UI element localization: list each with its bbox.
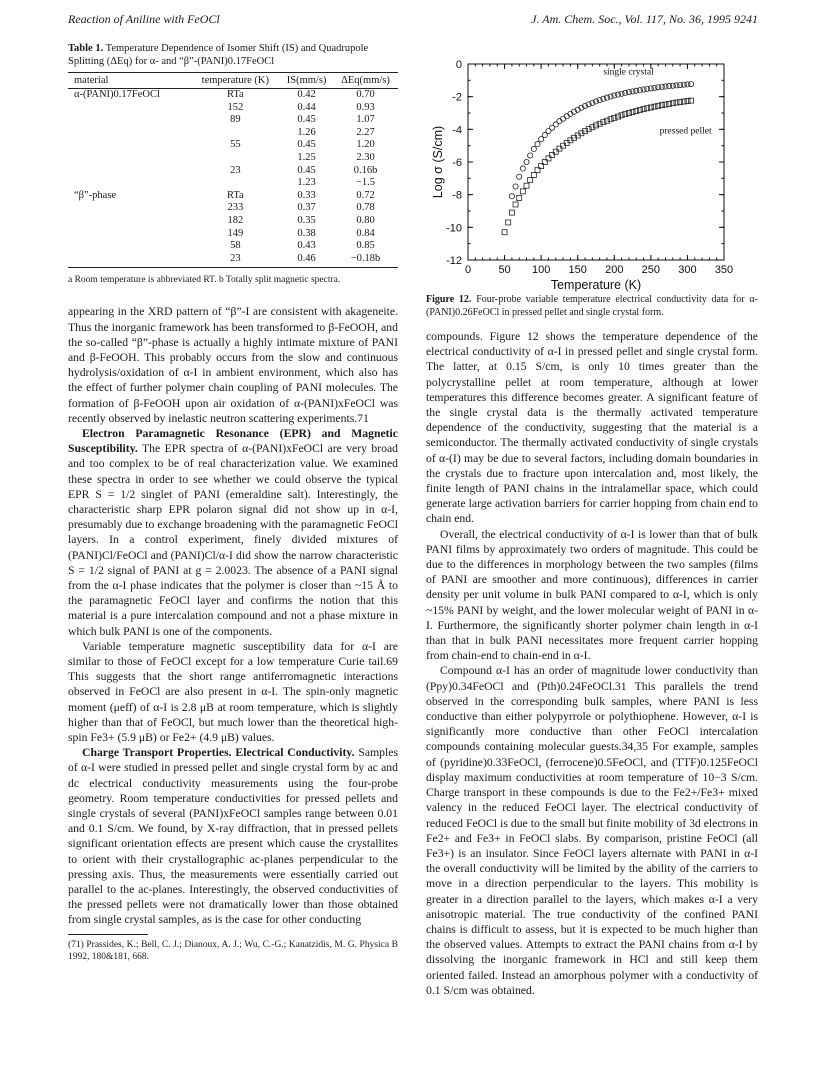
table-cell: [68, 228, 190, 241]
x-tick-label: 250: [641, 264, 661, 276]
figure-label: Figure 12.: [426, 294, 472, 305]
data-point-single-crystal: [524, 159, 529, 164]
data-point-single-crystal: [641, 87, 646, 92]
table-cell: 0.44: [297, 101, 316, 113]
table-cell: 0.45: [297, 114, 316, 126]
table-header-row: [68, 73, 398, 89]
data-point-pressed-pellet: [509, 210, 514, 215]
section-heading: Electron Paramagnetic Resonance (EPR) and Magnetic Susceptibility.: [68, 426, 398, 456]
column-header: IS(mm/s): [280, 73, 333, 89]
left-column: [68, 42, 398, 963]
x-tick-label: 100: [531, 264, 551, 276]
table-cell: 0.78: [356, 202, 375, 214]
series-label-single-crystal: single crystal: [603, 67, 654, 78]
x-tick-label: 350: [714, 264, 734, 276]
table-cell: 58: [230, 240, 241, 252]
y-tick-label: -6: [452, 157, 462, 169]
table-cell: 0.45: [297, 139, 316, 151]
table-cell: 0.45: [297, 164, 316, 176]
table-cell: 0.42: [297, 89, 316, 100]
running-head: [68, 12, 758, 30]
right-column: [426, 42, 758, 998]
paragraph-text: Samples of α-I were studied in pressed pellet and single crystal form by ac and dc electrical conductivity measurements using the four-probe geometry. Room temperature conductivities for pressed pellets and single crystals of several (PANI)xFeOCl samples range between 0.01 and 0.1 S/cm. We found, by X-ray diffraction, that in pressed pellets significant orientation effects are present which cause the crystallites to orient with their crystallographic ac-planes perpendicular to the pressing axis. Thus, the measurements were essentially carried out parallel to the ac-planes. Interestingly, the observed conductivities of the pressed pellets were not dramatically lower than those obtained from single crystal samples, as is the case for other conducting: [68, 746, 398, 927]
data-point-single-crystal: [535, 141, 540, 146]
table-cell: 0.80: [356, 214, 375, 226]
data-point-pressed-pellet: [601, 120, 606, 125]
data-point-pressed-pellet: [586, 127, 591, 132]
table-caption: [68, 42, 398, 68]
column-header: temperature (K): [190, 73, 280, 89]
left-body-text: [68, 304, 398, 927]
x-tick-label: 50: [498, 264, 511, 276]
y-tick-label: -4: [452, 124, 462, 137]
plot-frame: [468, 64, 724, 260]
data-point-pressed-pellet: [528, 177, 533, 182]
data-point-single-crystal: [531, 146, 536, 151]
figure-12: [426, 42, 758, 292]
data-point-pressed-pellet: [517, 195, 522, 200]
data-point-pressed-pellet: [524, 183, 529, 188]
table-row: [68, 240, 398, 253]
y-tick-label: 0: [455, 59, 462, 71]
data-point-single-crystal: [634, 88, 639, 93]
reference-divider: [68, 934, 148, 935]
paragraph: appearing in the XRD pattern of “β”-I are consistent with akageneite. Thus the inorganic framework has been transformed to β-FeOOH, and the so-called “β”-phase is actually a highly intimate mixture of PANI and β-FeOOH. This probably occurs from the slow and continuous hydrolysis/oxidation of α-I in ambient environment, which also has the effect of further polymer chain coupling of PANI molecules. The formation of β-FeOOH upon air oxidation of α-(PANI)xFeOCl was recently observed by inelastic neutron scattering experiments.71: [68, 305, 398, 425]
table-cell: 23: [230, 164, 241, 176]
running-head-title: Reaction of Aniline with FeOCl: [68, 12, 220, 26]
table-row: [68, 152, 398, 165]
series-label-pressed-pellet: pressed pellet: [659, 126, 712, 137]
paragraph: [68, 745, 398, 927]
x-axis-label: Temperature (K): [550, 278, 642, 292]
column-header: material: [68, 73, 190, 89]
table-cell: 0.33: [297, 189, 316, 201]
table-row: [68, 114, 398, 127]
table-cell: 0.37: [297, 202, 316, 214]
data-point-single-crystal: [688, 81, 693, 86]
table-row: [68, 177, 398, 190]
table-cell: 0.93: [356, 101, 375, 113]
table-cell: RTa: [226, 189, 244, 201]
paragraph: compounds. Figure 12 shows the temperature dependence of the electrical conductivity of α-I in pressed pellet and single crystal form. The latter, at 0.15 S/cm, is only 10 times greater than the polycrystalline pellet at room temperature, although at lower temperatures this difference becomes greater. A significant feature of the single crystal data is the thermally activated temperature dependence of the conductivity, suggesting that the material is a semiconductor. The thermally activated conductivity of single crystals of α-(I) may be due to several factors, including domain boundaries in the crystals due to fracture upon intercalation and, most likely, the finite length of PANI chains in the intralamellar space, which could generate large activation barriers for carrier hopping from chain end to chain end.: [426, 330, 758, 526]
table-cell: 0.70: [356, 89, 375, 100]
y-tick-label: -10: [446, 222, 462, 235]
data-point-pressed-pellet: [597, 121, 602, 126]
y-axis-label: Log σ (S/cm): [431, 125, 445, 199]
table-cell: 0.38: [297, 227, 316, 239]
data-point-single-crystal: [626, 89, 631, 94]
data-point-single-crystal: [513, 184, 518, 189]
data-point-pressed-pellet: [506, 220, 511, 225]
table-row: [68, 215, 398, 228]
paragraph-text: The EPR spectra of α-(PANI)xFeOCl are very broad and too complex to be of real characterization value. We examined these spectra in order to see whether we could observe the typical EPR S = 1/2 singlet of PANI (emeraldine salt). Interestingly, the characteristic sharp EPR polaron signal did not show up in α-I, presumably due to exchange broadening with the paramagnetic FeOCl layers. In a control experiment, finely divided mixtures of (PANI)Cl/FeOCl and (PANI)Cl/α-I did show the narrow characteristic S = 1/2 signal of PANI at g = 2.0023. The absence of a PANI signal from the α-I phase indicates that the polymer is closer than ~15 Å to the paramagnetic FeOCl layer and confirms the notion that this material is a pure intercalation compound and not a phase mixture in which bulk PANI is one of the components.: [68, 442, 398, 638]
table-cell: “β”-phase: [74, 189, 117, 201]
table-cell: 0.35: [297, 214, 316, 226]
table-label: Table 1.: [68, 43, 104, 54]
data-point-pressed-pellet: [550, 152, 555, 157]
data-point-single-crystal: [619, 91, 624, 96]
table-cell: 1.25: [297, 151, 316, 163]
table-cell: 0.72: [356, 189, 375, 201]
data-point-pressed-pellet: [594, 123, 599, 128]
table-cell: 149: [227, 227, 244, 239]
data-point-pressed-pellet: [557, 146, 562, 151]
table-cell: 2.27: [356, 126, 375, 138]
paragraph: Overall, the electrical conductivity of α-I is lower than that of bulk PANI films by approximately two orders of magnitude. This could be due to the differences in morphology between the two samples (films of PANI are smoother and more continuous), differences in carrier density per unit volume in bulk PANI compared to α-I, which is only ~15% PANI by weight, and the lower molecular weight of PANI in α-I. Furthermore, the significantly shorter polymer chain length in α-I than that in bulk PANI necessitates more frequent carrier hopping from chain-end to chain-end in α-I.: [426, 527, 758, 663]
table-cell: [68, 253, 190, 268]
data-point-pressed-pellet: [604, 118, 609, 123]
table-cell: 1.23: [297, 177, 316, 189]
table-footnote: a Room temperature is abbreviated RT. b Totally split magnetic spectra.: [68, 275, 341, 286]
table-cell: 0.84: [356, 227, 375, 239]
data-point-single-crystal: [528, 153, 533, 158]
table-row: [68, 202, 398, 215]
figure-caption-text: Four-probe variable temperature electrical conductivity data for α-(PANI)0.26FeOCl in pressed pellet and single crystal form.: [426, 294, 758, 318]
data-point-pressed-pellet: [612, 115, 617, 120]
data-point-pressed-pellet: [513, 202, 518, 207]
data-point-pressed-pellet: [615, 114, 620, 119]
table-row: [68, 139, 398, 152]
table-cell: 0.85: [356, 240, 375, 252]
table-cell: 152: [227, 101, 244, 113]
data-point-single-crystal: [604, 95, 609, 100]
figure-caption: [426, 294, 758, 319]
table-row: [68, 253, 398, 268]
data-point-single-crystal: [608, 94, 613, 99]
table-row: [68, 102, 398, 115]
table-cell: [68, 177, 190, 190]
table-cell: 182: [227, 214, 244, 226]
section-heading: Charge Transport Properties. Electrical Conductivity.: [82, 746, 355, 760]
x-tick-label: 0: [464, 264, 472, 276]
table-cell: 89: [230, 114, 241, 126]
table-cell: −1.5: [355, 177, 376, 189]
conductivity-chart: [426, 42, 758, 292]
table-cell: 1.26: [297, 126, 316, 138]
paragraph: [68, 426, 398, 639]
table-cell: 0.16b: [353, 164, 378, 176]
y-tick-label: -2: [452, 91, 462, 104]
data-point-single-crystal: [520, 166, 525, 171]
data-point-pressed-pellet: [520, 189, 525, 194]
y-tick-label: -12: [446, 255, 462, 267]
table-row: [68, 228, 398, 241]
data-point-single-crystal: [623, 90, 628, 95]
table-cell: 2.30: [356, 151, 375, 163]
right-body-text: [426, 329, 758, 998]
table-cell: 55: [230, 139, 241, 151]
data-point-pressed-pellet: [608, 117, 613, 122]
x-tick-label: 200: [605, 264, 624, 276]
running-head-journal: J. Am. Chem. Soc., Vol. 117, No. 36, 1995 9241: [531, 12, 758, 26]
data-point-pressed-pellet: [546, 156, 551, 161]
table-row: [68, 190, 398, 203]
data-point-pressed-pellet: [531, 173, 536, 178]
table-cell: 0.43: [297, 240, 316, 252]
table-caption-text: Temperature Dependence of Isomer Shift (IS) and Quadrupole Splitting (ΔEq) for α- and “β”-(PANI)0.17FeOCl: [68, 43, 369, 67]
table-cell: [68, 152, 190, 165]
data-point-pressed-pellet: [502, 230, 507, 235]
table-cell: [68, 127, 190, 140]
table-cell: [68, 102, 190, 115]
data-point-single-crystal: [637, 88, 642, 93]
data-point-single-crystal: [517, 174, 522, 179]
data-point-single-crystal: [612, 93, 617, 98]
table-row: [68, 165, 398, 178]
table-cell: [68, 215, 190, 228]
data-point-pressed-pellet: [590, 125, 595, 130]
data-point-single-crystal: [564, 114, 569, 119]
data-point-single-crystal: [615, 92, 620, 97]
table-cell: 23: [190, 253, 280, 268]
data-point-pressed-pellet: [553, 149, 558, 154]
data-point-single-crystal: [557, 119, 562, 124]
table-cell: 233: [227, 202, 244, 214]
table-cell: [190, 127, 280, 140]
table-cell: 1.07: [356, 114, 375, 126]
data-point-single-crystal: [630, 89, 635, 94]
paragraph: Compound α-I has an order of magnitude lower conductivity than (Ppy)0.34FeOCl and (Pth)0.24FeOCl.31 This parallels the trend observed in the corresponding bulk samples, where PANI is less conductive than either polypyrrole or polythiophene. However, α-I is significantly more conductive than other FeOCl intercalation compounds containing molecular guests.34,35 For example, samples of (pyridine)0.33FeOCl, (ferrocene)0.5FeOCl, and (TTF)0.125FeOCl display maximum conductivities at room temperature of 10−3 S/cm. Charge transport in these compounds is due to the Fe2+/Fe3+ mixed valency in the reduced FeOCl layer. The electrical conductivity of reduced FeOCl is due to the small but finite mobility of 3d electrons in Fe2+ and Fe3+ in FeOCl slabs. By comparison, pristine FeOCl (all Fe3+) is an insulator. Since FeOCl layers alternate with PANI in α-I the overall conductivity will be limited by the ability of the carriers to move in a direction perpendicular to the layers. This mobility is greater in a direction parallel to the layers, which makes α-I a very anisotropic material. The true conductivity of the confined PANI chains is difficult to assess, but it is expected to be much higher than the observed values. Attempts to extract the PANI chains from α-I by dissolving the inorganic framework in HCl and still keep them oriented failed. Instead an amorphous polymer with a conductivity of 0.1 S/cm was obtained.: [426, 664, 758, 997]
table-cell: RTa: [226, 89, 244, 100]
table-cell: α-(PANI)0.17FeOCl: [74, 89, 160, 100]
reference-71: (71) Prassides, K.; Bell, C. J.; Dianoux, A. J.; Wu, C.-G.; Kanatzidis, M. G. Physica B 1992, 180&181, 668.: [68, 939, 398, 962]
table-cell: [68, 114, 190, 127]
mossbauer-table: [68, 72, 398, 268]
table-cell: [68, 165, 190, 178]
table-cell: [190, 152, 280, 165]
y-tick-label: -8: [452, 189, 462, 202]
table-cell: [190, 177, 280, 190]
table-body: [68, 89, 398, 268]
table-cell: [68, 202, 190, 215]
table-row: [68, 127, 398, 140]
table-cell: [68, 139, 190, 152]
table-cell: −0.18b: [333, 253, 398, 268]
table-row: [68, 89, 398, 102]
column-header: ΔEq(mm/s): [333, 73, 398, 89]
table-cell: 1.20: [356, 139, 375, 151]
data-point-single-crystal: [509, 194, 514, 199]
paragraph: Variable temperature magnetic susceptibility data for α-I are similar to those of FeOCl except for a low temperature Curie tail.69 This suggests that the short range antiferromagnetic interactions observed in FeOCl are also present in α-I. The spin-only magnetic moment (μeff) of α-I is 2.8 μB at room temperature, which is slightly higher than that of FeOCl, but much lower than the theoretical high-spin Fe3+ (5.9 μB) or Fe2+ (4.9 μB) values.: [68, 639, 398, 744]
data-point-single-crystal: [560, 116, 565, 121]
table-cell: 0.46: [280, 253, 333, 268]
x-tick-label: 150: [568, 264, 587, 276]
x-tick-label: 300: [678, 264, 697, 276]
table-cell: [68, 240, 190, 253]
